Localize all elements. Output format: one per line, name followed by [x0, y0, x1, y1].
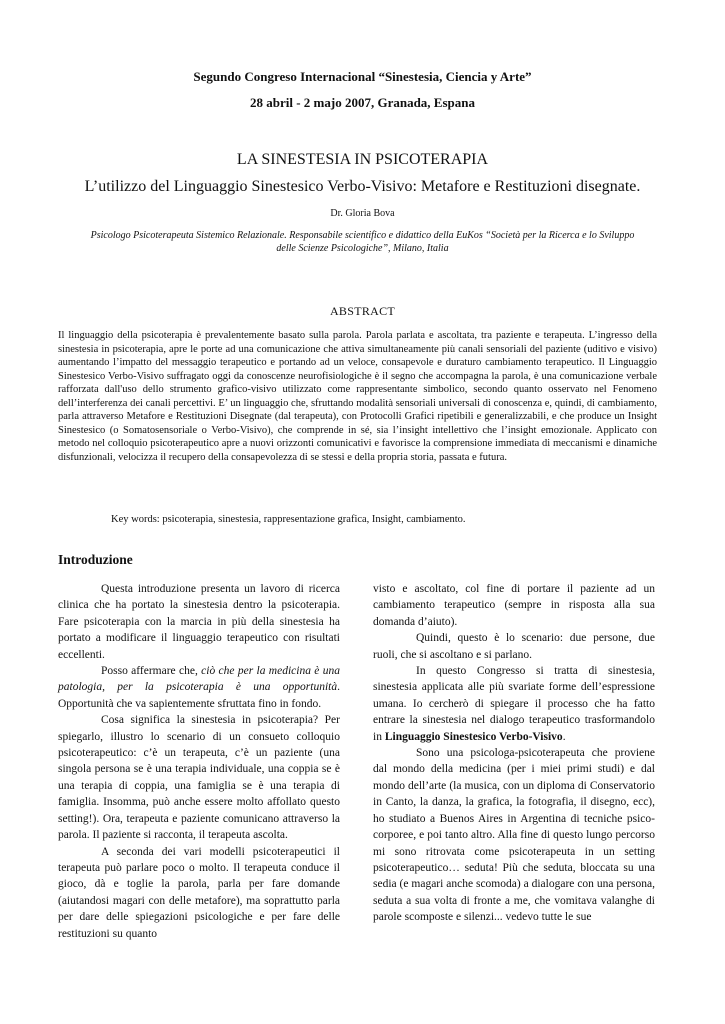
intro-paragraph: visto e ascoltato, col fine di portare il paziente ad un cambiamento terapeutico (sempre in risposta alla sua domanda d’aiuto).	[373, 583, 655, 628]
bold-text: Linguaggio Sinestesico Verbo-Visivo	[384, 730, 563, 743]
paper-subtitle: L’utilizzo del Linguaggio Sinestesico Verbo-Visivo: Metafore e Restituzioni disegnate.	[84, 178, 641, 195]
intro-paragraph: Sono una psicologa-psicoterapeuta che proviene dal mondo della medicina (per i miei primi studi) e dal mondo dell’arte (la musica, con un diploma di Conservatorio in Canto, la danza, la grafica, la fotografia, il disegno, ecc), ho studiato a Buenos Aires in Argentina di tecniche psico-corporee, e poi tanto altro. Alla fine di questo lungo percorso mi sono ritrovata come psicoterapeuta in un setting psicoterapeutico… seduta! Più che seduta, bloccata su una sedia (e magari anche scomoda) a dialogare con una persona, seduta a sua volta di fronte a me, che vomitava valanghe di parole scomposte e silenzi... vedevo tutte le sue	[373, 747, 655, 924]
intro-paragraph: Cosa significa la sinestesia in psicoterapia? Per spiegarlo, illustro lo scenario di un consueto colloquio psicoterapeutico: c’è un terapeuta, c’è un paziente (una singola persona se è una terapia individuale, una coppia se è una terapia di coppia, una famiglia se è una terapia di famiglia. Insomma, può anche essere molto affollato questo setting!). Ora, terapeuta e paziente comunicano attraverso la parola. Il paziente si racconta, il terapeuta ascolta.	[58, 714, 340, 842]
abstract-text: Il linguaggio della psicoterapia è prevalentemente basato sulla parola. Parola parlata e ascoltata, tra paziente e terapeuta. L’ingresso della sinestesia in psicoterapia, apre le porte ad una comunicazione che attiva simultaneamente più canali sensoriali del paziente (uditivo e visivo) aumentando l’impatto del messaggio terapeutico e portando ad un veloce, consapevole e duraturo cambiamento terapeutico. Il Linguaggio Sinestesico Verbo-Visivo suffragato oggi da conoscenze neurofisiologiche è il segno che accompagna la parola, è una comunicazione verbale rafforzata dall'uso dello strumento grafico-visivo utilizzato come rappresentante simbolico, secondo quanto osservato nel Fenomeno dell’interferenza dei canali percettivi. E’ un linguaggio che, sfruttando modalità sensoriali universali di conoscenza e, quindi, di cambiamento, parla attraverso Metafore e Restituzioni Disegnate (dal terapeuta), con Protocolli Grafici ripetibili e generalizzabili, e che produce un Insight Sinestesico (o Somatosensoriale o Verbo-Visivo), che comprende in sé, sia l’insight intellettivo che l’insight emozionale. Applicato con metodo nel colloquio psicoterapeutico apre a nuovi orizzonti comunicativi e favorisce la comprensione immediata di meccanismi e dinamiche disfunzionali, velocizza il recupero della consapevolezza di se stessi e della propria storia, passata e futura.	[58, 330, 657, 463]
text-run: In questo Congresso si tratta di sinestesia, sinestesia applicata alle più svariate forme dell’espressione umana. Io cercherò di spiegare il processo che ha fatto entrare la sinestesia nel dialogo terapeutico trasformandolo in	[373, 665, 655, 743]
right-column	[373, 581, 655, 926]
intro-paragraph	[373, 663, 655, 745]
conference-line-1: Segundo Congreso Internacional “Sinestesia, Ciencia y Arte”	[193, 69, 532, 84]
conference-line-2: 28 abril - 2 majo 2007, Granada, Espana	[250, 95, 475, 110]
introduction-heading: Introduzione	[58, 552, 133, 567]
paper-title: LA SINESTESIA IN PSICOTERAPIA	[236, 151, 489, 168]
intro-paragraph: Quindi, questo è lo scenario: due persone, due ruoli, che si ascoltano e si parlano.	[373, 632, 655, 661]
abstract-heading: ABSTRACT	[329, 304, 396, 318]
intro-paragraph: Questa introduzione presenta un lavoro di ricerca clinica che ha portato la sinestesia dentro la psicoterapia. Fare psicoterapia con la marcia in più della sinestesia ha portato a modificare il linguaggio terapeutico con risultati eccellenti.	[58, 583, 340, 661]
text-run: .	[562, 730, 566, 743]
intro-paragraph: A seconda dei vari modelli psicoterapeutici il terapeuta può parlare poco o molto. Il terapeuta conduce il gioco, dà e toglie la parola, parla per fare domande (aiutandosi magari con delle metafore), ma soprattutto parla per dare delle spiegazioni psicologiche e per fare delle restituzioni su quanto	[58, 845, 340, 940]
text-run: Posso affermare che,	[101, 665, 202, 678]
emphasis-text: ciò che per la medicina è una patologia, per la psicoterapia è una opportunità	[58, 665, 340, 694]
keywords: Key words: psicoterapia, sinestesia, rappresentazione grafica, Insight, cambiamento.	[111, 514, 466, 525]
left-column	[58, 581, 340, 942]
author-name: Dr. Gloria Bova	[330, 208, 395, 219]
text-run: . Opportunità che va sapientemente sfruttata fino in fondo.	[58, 681, 340, 710]
intro-paragraph	[58, 663, 340, 712]
author-affiliation: Psicologo Psicoterapeuta Sistemico Relazionale. Responsabile scientifico e didattico della EuKos “Società per la Ricerca e lo Sviluppo delle Scienze Psicologiche”, Milano, Italia	[90, 230, 635, 254]
